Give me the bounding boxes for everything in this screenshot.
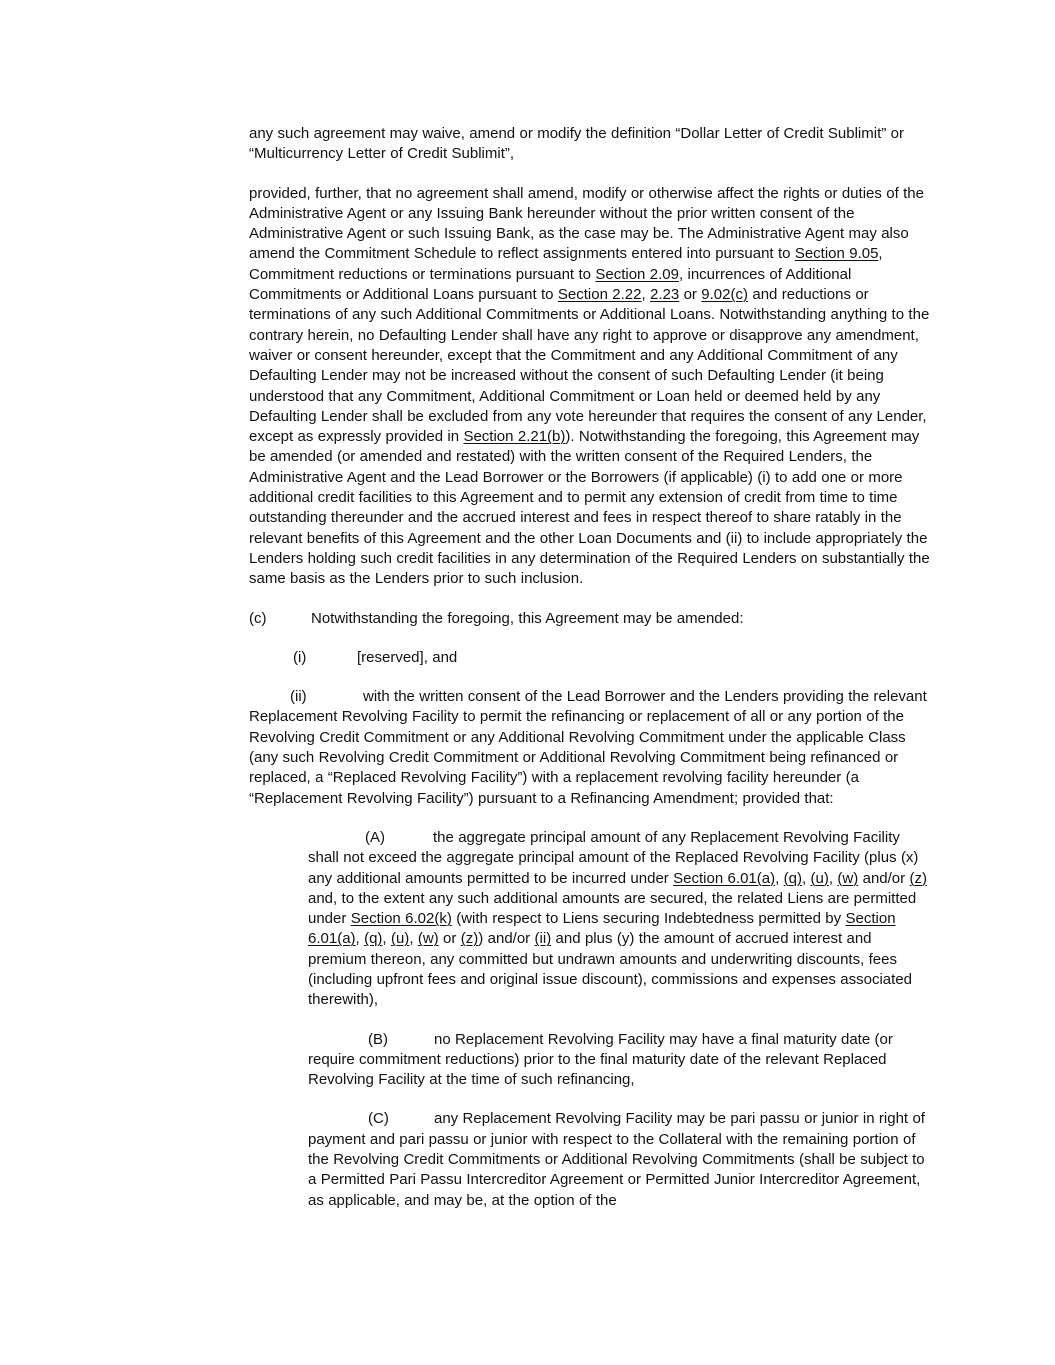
- section-reference: Section 6.01(a): [308, 910, 896, 948]
- section-reference: Section 9.05: [794, 245, 879, 263]
- text-run: Notwithstanding the foregoing, this Agreement may be amended:: [311, 609, 744, 627]
- clause-label: (ii): [290, 688, 307, 706]
- text-run: with the written consent of the Lead Borrower and the Lenders providing the relevant Replacement Revolving Facility to permit the refinancing or replacement of all or any portion of the Revolving Credit Commitment or any Additional Revolving Commitment under the applicable Class (any such Revolving Credit Commitment or Additional Revolving Commitment being refinanced or replaced, a “Replaced Revolving Facility”) with a replacement revolving facility hereunder (a “Replacement Revolving Facility”) pursuant to a Refinancing Amendment; provided that:: [249, 688, 927, 807]
- section-reference: (u): [810, 869, 829, 887]
- text-run: ) and/or: [478, 930, 535, 948]
- text-run: or: [438, 930, 461, 948]
- clause-c-i: [249, 648, 932, 668]
- text-run: and reductions or terminations of any such Additional Commitments or Additional Loans. Notwithstanding anything to the contrary herein, no Defaulting Lender shall have any right to approve or disapprove any amendment, waiver or consent hereunder, except that the Commitment and any Additional Commitment of any Defaulting Lender may not be increased without the consent of such Defaulting Lender (it being understood that any Commitment, Additional Commitment or Loan held or deemed held by any Defaulting Lender shall be excluded from any vote hereunder that requires the consent of any Lender, except as expressly provided in: [249, 286, 930, 446]
- text-run: ,: [775, 869, 784, 887]
- section-reference: (w): [837, 869, 859, 887]
- text-run: and/or: [858, 869, 910, 887]
- text-run: ,: [409, 930, 418, 948]
- section-reference: Section 2.22: [557, 286, 642, 304]
- section-reference: (ii): [534, 930, 552, 948]
- section-reference: Section 6.01(a): [673, 869, 776, 887]
- text-run: ,: [355, 930, 365, 948]
- section-reference: (z): [460, 930, 479, 948]
- section-reference: Section 6.02(k): [350, 910, 452, 928]
- text-run: ,: [801, 869, 811, 887]
- text-run: any such agreement may waive, amend or modify the definition “Dollar Letter of Credit Sublimit” or “Multicurrency Letter of Credit Sublimit”,: [249, 125, 904, 163]
- text-run: or: [679, 286, 702, 304]
- clause-label: (A): [365, 828, 385, 846]
- paragraph-intro: [249, 124, 932, 165]
- text-run: and, to the extent any such additional amounts are secured, the related Liens are permitted under: [308, 889, 917, 928]
- clause-c: [249, 609, 932, 629]
- text-run: ,: [641, 286, 651, 304]
- text-run: no Replacement Revolving Facility may have a final maturity date (or require commitment reductions) prior to the final maturity date of the relevant Replaced Revolving Facility at the time of such refinancing,: [308, 1030, 893, 1089]
- text-run: , incurrences of Additional Commitments or Additional Loans pursuant to: [249, 265, 852, 304]
- text-run: any Replacement Revolving Facility may be pari passu or junior in right of payment and pari passu or junior with respect to the Collateral with the remaining portion of the Revolving Credit Commitments or Additional Revolving Commitments (shall be subject to a Permitted Pari Passu Intercreditor Agreement or Permitted Junior Intercreditor Agreement, as applicable, and may be, at the option of the: [308, 1110, 925, 1209]
- text-run: (with respect to Liens securing Indebtedness permitted by: [451, 910, 846, 928]
- section-reference: (z): [909, 869, 928, 887]
- clause-label: (C): [368, 1110, 389, 1128]
- text-run: ,: [382, 930, 391, 948]
- section-reference: (q): [364, 930, 383, 948]
- section-reference: Section 2.09: [595, 265, 679, 283]
- section-reference: 9.02(c): [701, 286, 748, 304]
- clause-label: (i): [293, 648, 307, 666]
- text-run: [reserved], and: [357, 648, 458, 666]
- text-run: the aggregate principal amount of any Replacement Revolving Facility shall not exceed the aggregate principal amount of the Replaced Revolving Facility (plus (x) any additional amounts permitted to be incurred under: [308, 828, 919, 887]
- section-reference: (u): [390, 930, 410, 948]
- clause-c-ii-A: [308, 828, 932, 1011]
- paragraph-provided-further: [249, 184, 932, 590]
- section-reference: 2.23: [650, 286, 680, 304]
- clause-label: (B): [368, 1030, 388, 1048]
- clause-c-ii: [249, 687, 932, 809]
- clause-c-ii-B: [308, 1030, 932, 1091]
- text-run: , Commitment reductions or terminations pursuant to: [249, 245, 883, 283]
- text-run: provided, further, that no agreement shall amend, modify or otherwise affect the rights or duties of the Administrative Agent or any Issuing Bank hereunder without the prior written consent of the Administrative Agent or such Issuing Bank, as the case may be. The Administrative Agent may also amend the Commitment Schedule to reflect assignments entered into pursuant to: [249, 184, 924, 263]
- text-run: ,: [828, 869, 838, 887]
- clause-c-ii-C: [308, 1109, 932, 1210]
- section-reference: (w): [417, 930, 439, 948]
- clause-label: (c): [249, 609, 267, 627]
- section-reference: Section 2.21(b): [463, 428, 566, 446]
- text-run: ). Notwithstanding the foregoing, this Agreement may be amended (or amended and restated) with the written consent of the Required Lenders, the Administrative Agent and the Lead Borrower or the Borrowers (if applicable) (i) to add one or more additional credit facilities to this Agreement and to permit any extension of credit from time to time outstanding thereunder and the accrued interest and fees in respect thereof to share ratably in the relevant benefits of this Agreement and the other Loan Documents and (ii) to include appropriately the Lenders holding such credit facilities in any determination of the Required Lenders on substantially the same basis as the Lenders prior to such inclusion.: [249, 428, 930, 588]
- text-run: and plus (y) the amount of accrued interest and premium thereon, any committed but undrawn amounts and underwriting discounts, fees (including upfront fees and original issue discount), commissions and expenses associated therewith),: [308, 930, 912, 1009]
- section-reference: (q): [783, 869, 802, 887]
- document-page: [249, 0, 932, 1211]
